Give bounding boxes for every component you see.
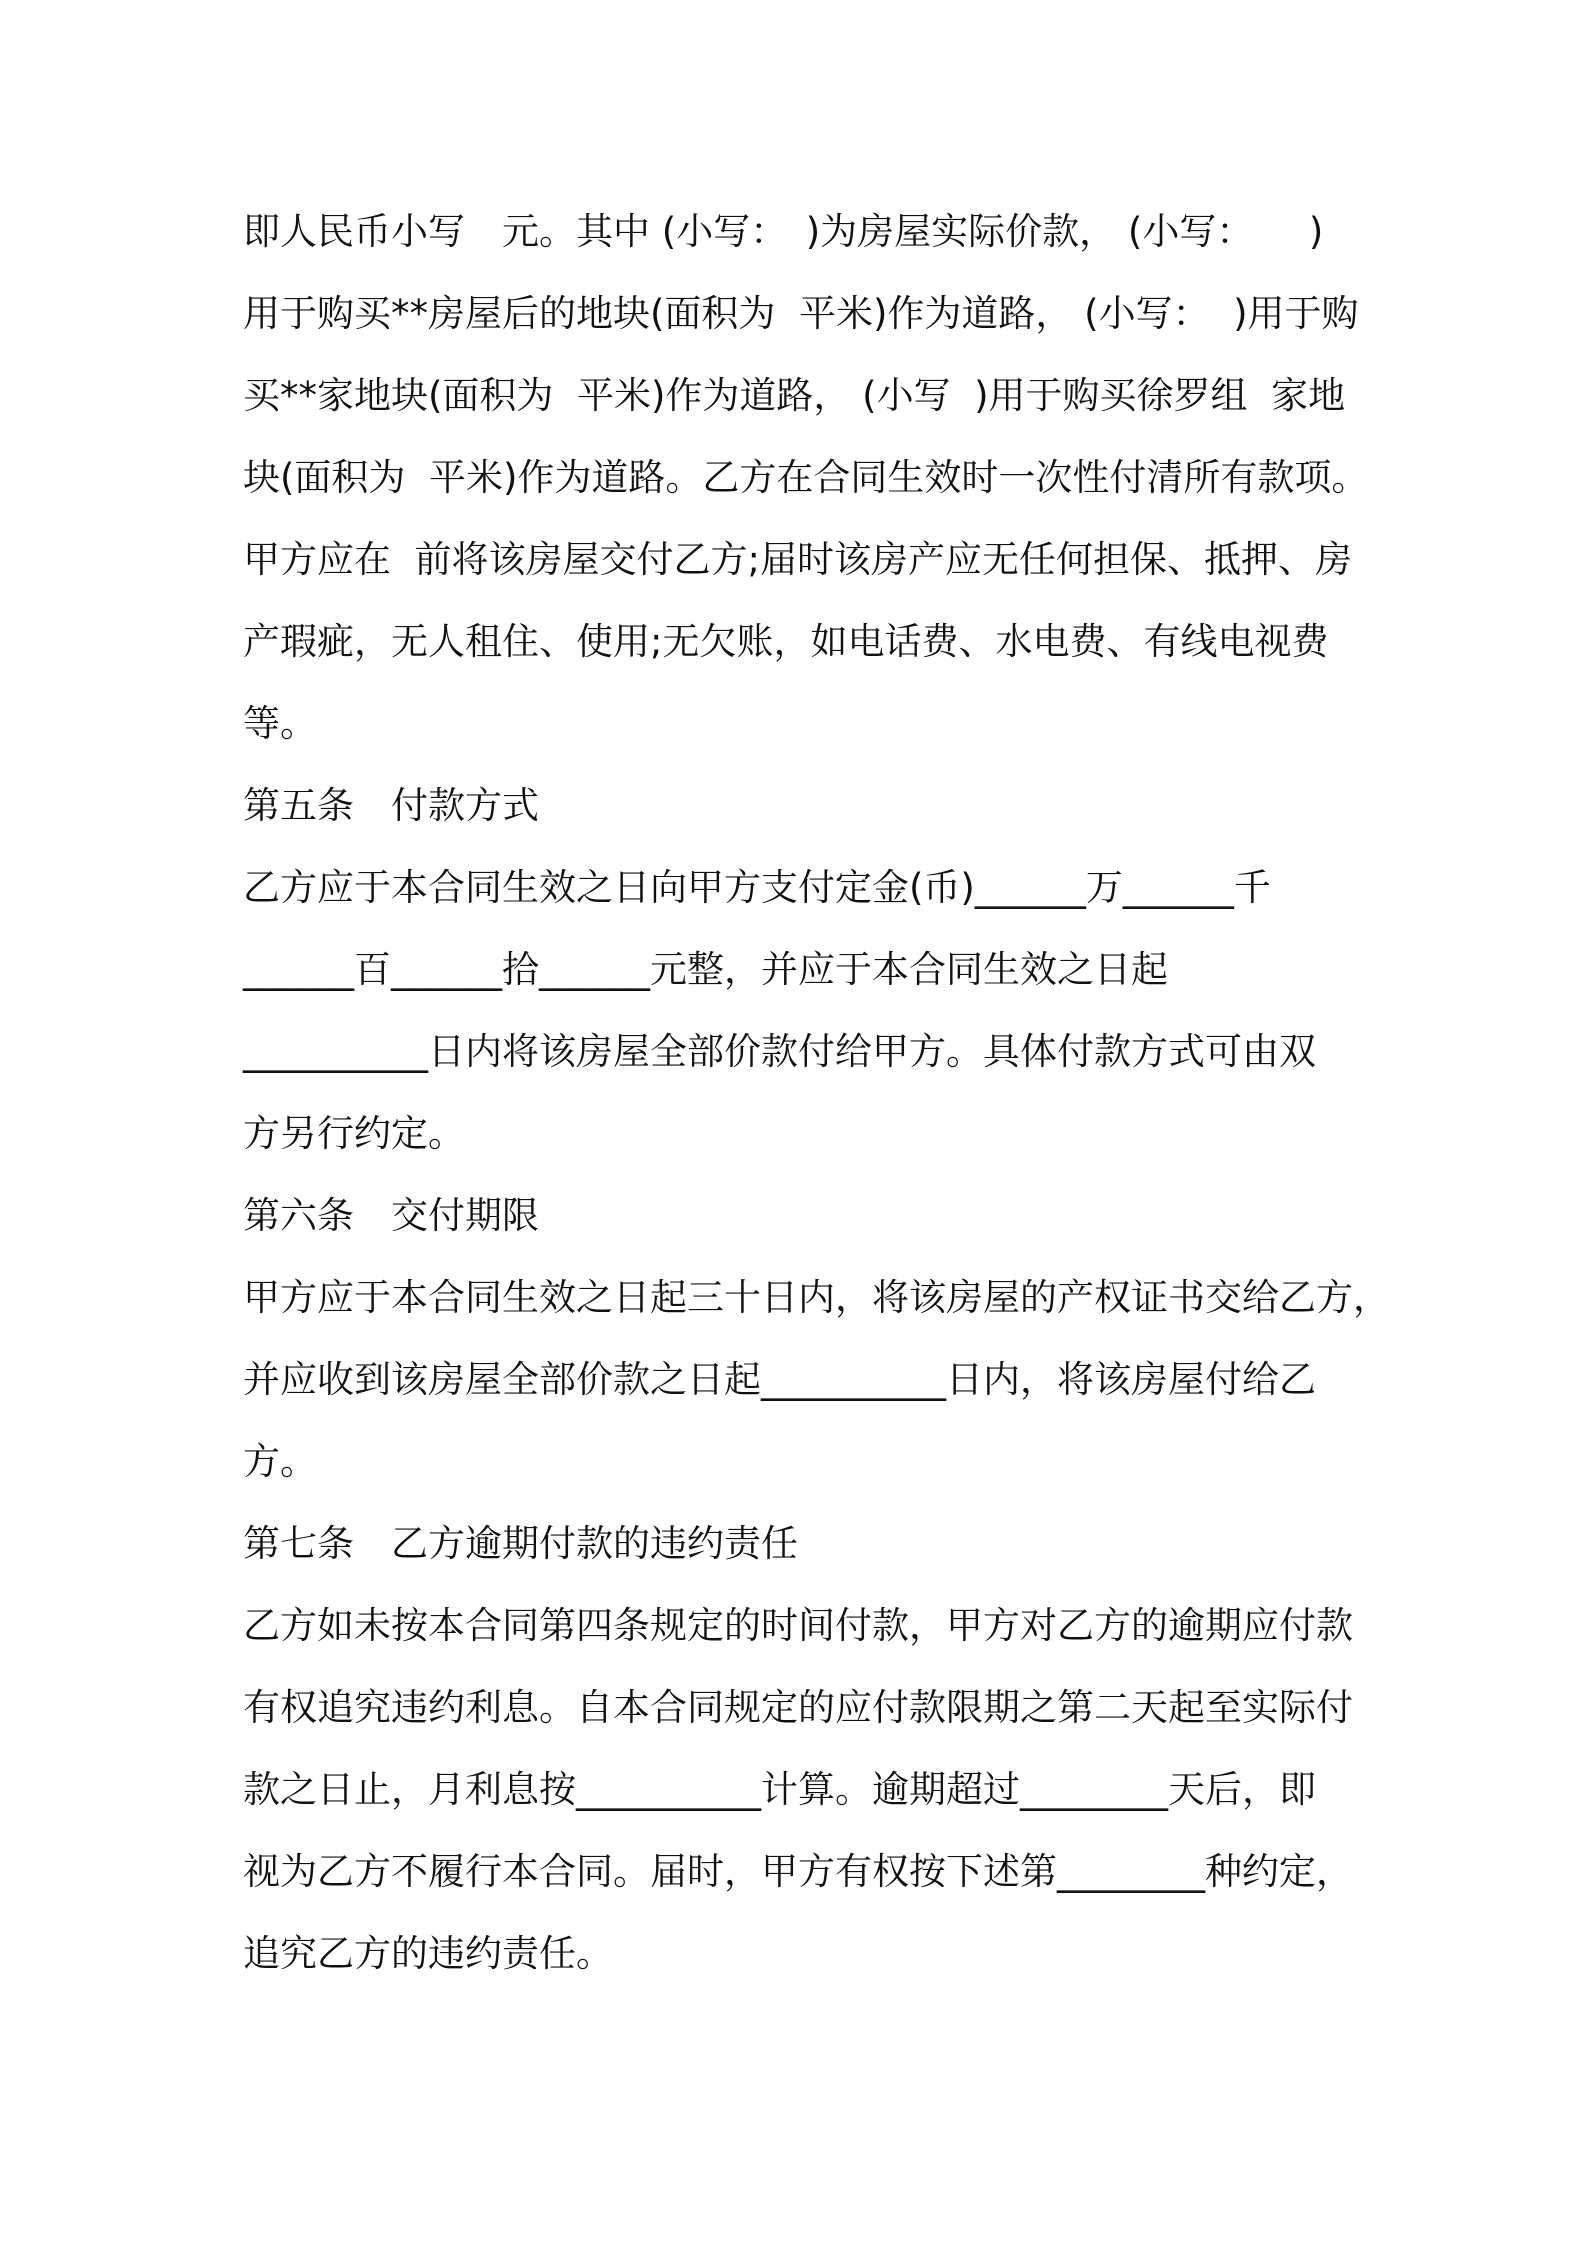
text-line-10: ______百______拾______元整，并应于本合同生效之日起	[243, 948, 1168, 991]
text-line-16: 方。	[243, 1440, 317, 1483]
text-line-12: 方另行约定。	[243, 1112, 465, 1155]
section-heading-7: 第七条 乙方逾期付款的违约责任	[243, 1522, 798, 1565]
text-line-18: 乙方如未按本合同第四条规定的时间付款，甲方对乙方的逾期应付款	[243, 1604, 1353, 1647]
text-line-3: 买**家地块(面积为 平米)作为道路， (小写 )用于购买徐罗组 家地	[243, 374, 1346, 417]
section-heading-5: 第五条 付款方式	[243, 784, 539, 827]
text-line-15: 并应收到该房屋全部价款之日起__________日内，将该房屋付给乙	[243, 1358, 1316, 1401]
section-heading-6: 第六条 交付期限	[243, 1194, 539, 1237]
text-line-19: 有权追究违约利息。自本合同规定的应付款限期之第二天起至实际付	[243, 1686, 1353, 1729]
text-line-21: 视为乙方不履行本合同。届时，甲方有权按下述第________种约定，	[243, 1850, 1353, 1893]
text-line-5: 甲方应在 前将该房屋交付乙方;届时该房产应无任何担保、抵押、房	[243, 538, 1352, 581]
text-line-22: 追究乙方的违约责任。	[243, 1932, 613, 1975]
text-line-20: 款之日止，月利息按__________计算。逾期超过________天后，即	[243, 1768, 1316, 1811]
text-line-14: 甲方应于本合同生效之日起三十日内，将该房屋的产权证书交给乙方，	[243, 1276, 1390, 1319]
text-line-7: 等。	[243, 702, 317, 745]
text-line-1: 即人民币小写 元。其中 (小写： )为房屋实际价款， (小写： )	[243, 210, 1324, 253]
text-line-4: 块(面积为 平米)作为道路。乙方在合同生效时一次性付清所有款项。	[243, 456, 1369, 499]
text-line-2: 用于购买**房屋后的地块(面积为 平米)作为道路， (小写： )用于购	[243, 292, 1359, 335]
text-line-6: 产瑕疵，无人租住、使用;无欠账，如电话费、水电费、有线电视费	[243, 620, 1329, 663]
text-line-9: 乙方应于本合同生效之日向甲方支付定金(币)______万______千	[243, 866, 1271, 909]
text-line-11: __________日内将该房屋全部价款付给甲方。具体付款方式可由双	[243, 1030, 1316, 1073]
